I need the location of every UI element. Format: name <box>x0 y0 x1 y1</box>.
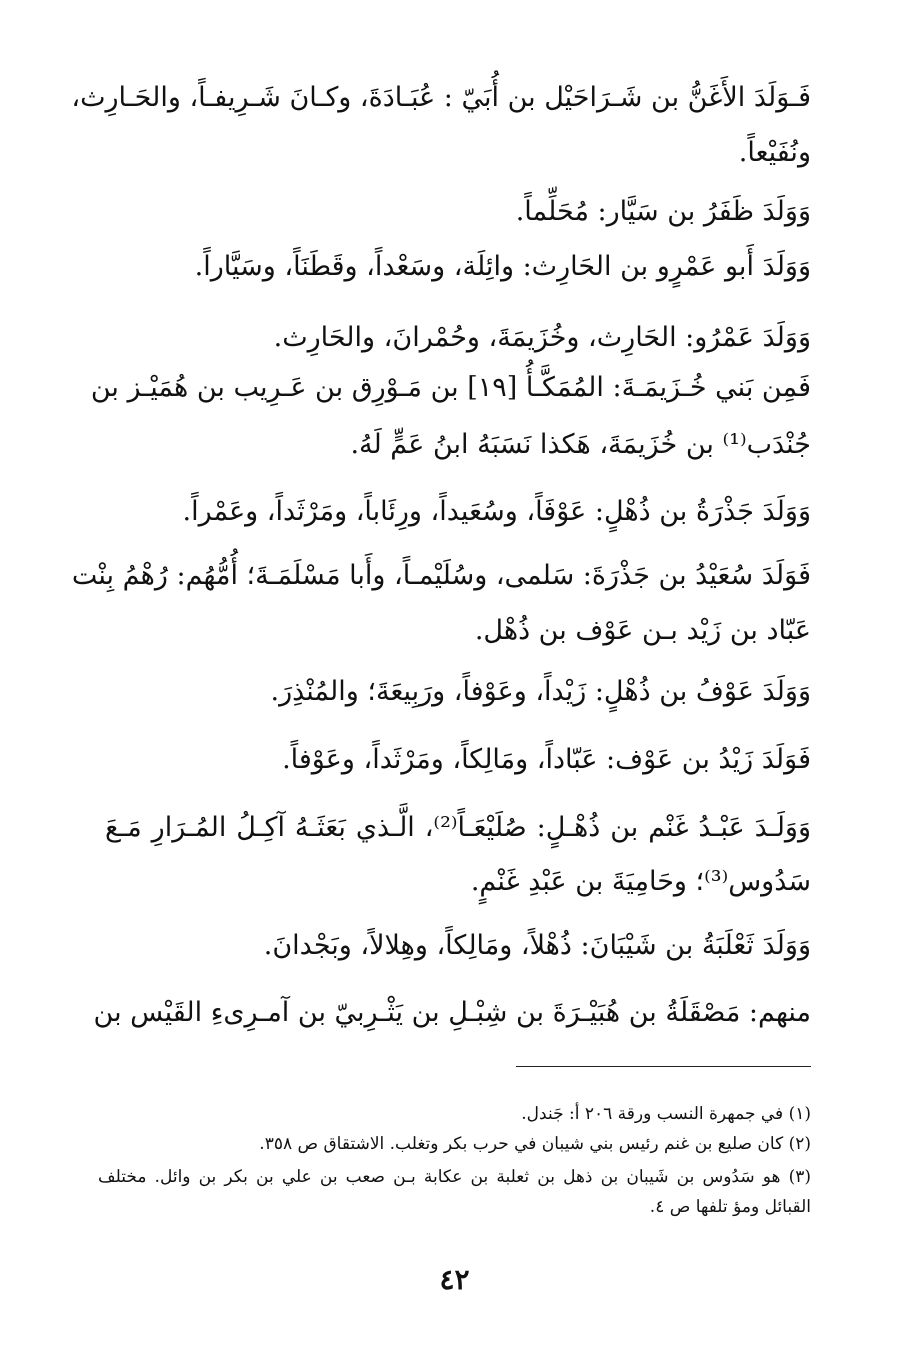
body-line-12: فَوَلَدَ زَيْدُ بن عَوْف: عَبّاداً، ومَالِكاً، ومَرْثَداً، وعَوْفاً. <box>282 744 811 775</box>
body-line-8: وَوَلَدَ جَذْرَةُ بن ذُهْلٍ: عَوْفَاً، وسُعَيداً، ورِئَاباً، ومَرْثَداً، وعَمْراً. <box>182 496 811 527</box>
body-line-13: وَوَلَـدَ عَبْـدُ غَنْم بن ذُهْـلٍ: صُلَيْعَـاً⁽²⁾، الَّـذي بَعَثَـهُ آكِـلُ المُـرَارِ مَـعَ <box>105 812 811 843</box>
body-line-1: فَـوَلَدَ الأَغَنُّ بن شَـرَاحَيْل بن أُبَيّ : عُبَـادَةَ، وكـانَ شَـرِيفـاً، والحَـارِث، <box>71 82 811 113</box>
body-line-14: سَدُوس⁽³⁾؛ وحَامِيَةَ بن عَبْدِ غَنْمٍ. <box>470 866 811 897</box>
footnote-3-line-2: القبائل ومؤ تلفها ص ٤. <box>649 1197 811 1217</box>
body-line-2: ونُفَيْعاً. <box>738 137 811 168</box>
body-line-4: وَوَلَدَ أَبو عَمْرٍو بن الحَارِث: وائِلَة، وسَعْداً، وقَطَنَاً، وسَيَّاراً. <box>194 251 811 282</box>
footnote-2: (٢) كان صليع بن غنم رئيس بني شيبان في حرب بكر وتغلب. الاشتقاق ص ٣٥٨. <box>259 1134 811 1154</box>
body-line-16: منهم: مَصْقَلَةُ بن هُبَيْـرَةَ بن شِبْـلِ بن يَثْـرِبيّ بن آمـرِىءِ القَيْس بن <box>93 997 811 1028</box>
body-line-3: وَوَلَدَ ظَفَرُ بن سَيَّار: مُحَلِّماً. <box>515 196 811 227</box>
body-line-15: وَوَلَدَ ثَعْلَبَةُ بن شَيْبَانَ: ذُهْلاً، ومَالِكاً، وهِلالاً، وبَجْدانَ. <box>263 930 811 961</box>
footnote-separator <box>516 1066 811 1067</box>
footnote-1: (١) في جمهرة النسب ورقة ٢٠٦ أ: جَندل. <box>521 1104 811 1124</box>
body-line-5: وَوَلَدَ عَمْرُو: الحَارِث، وخُزَيمَةَ، وحُمْرانَ، والحَارِث. <box>273 322 811 353</box>
body-line-11: وَوَلَدَ عَوْفُ بن ذُهْلٍ: زَيْداً، وعَوْفاً، ورَبِيعَةَ؛ والمُنْذِرَ. <box>270 676 811 707</box>
body-line-7: جُنْدَب⁽¹⁾ بن خُزَيمَةَ، هَكذا نَسَبَهُ ابنُ عَمٍّ لَهُ. <box>350 429 811 460</box>
body-line-6: فَمِن بَني خُـزَيمَـةَ: المُمَكَّـأُ [١٩] بن مَـوْرِق بن عَـرِيب بن هُمَيْـز بن <box>90 372 811 403</box>
body-line-9: فَوَلَدَ سُعَيْدُ بن جَذْرَةَ: سَلمى، وسُلَيْمـاً، وأَبا مَسْلَمَـةَ؛ أُمُّهُم: رُهْمُ بِنْت <box>71 560 811 591</box>
page-number: ٤٢ <box>439 1263 470 1296</box>
footnote-3-line-1: (٣) هو سَدُوس بن شَيبان بن ذهل بن ثعلبة بن عكابة بـن صعب بن علي بن بكر بن وائل. مختلف <box>98 1167 811 1187</box>
body-line-10: عَبّاد بن زَيْد بـن عَوْف بن ذُهْل. <box>474 615 811 646</box>
